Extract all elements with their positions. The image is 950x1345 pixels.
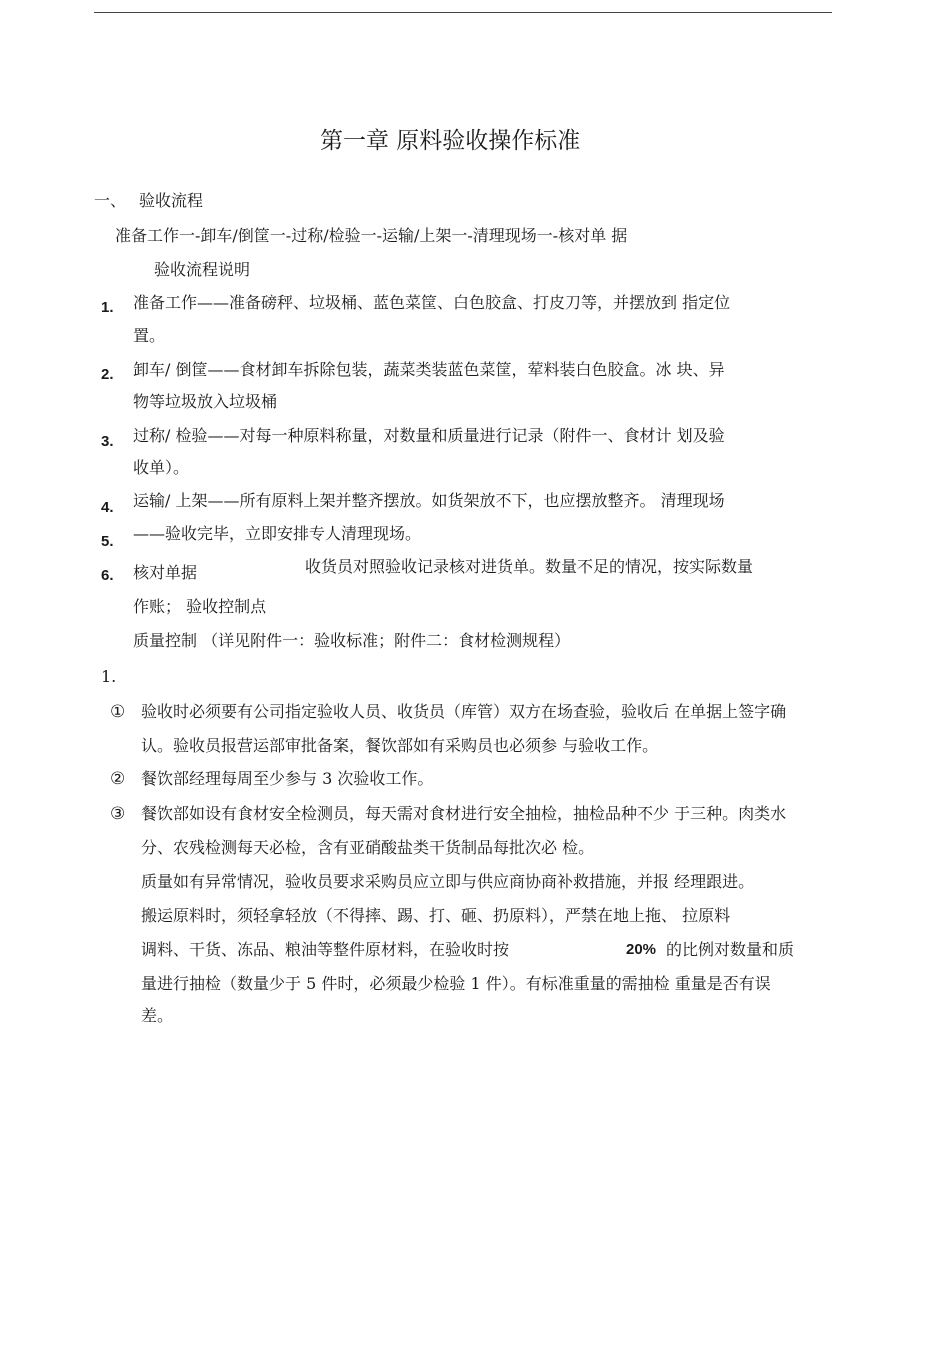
step6-continuation: 作账； 验收控制点 <box>133 597 267 616</box>
flow-line: 准备工作一-卸车/倒筐一-过称/检验一-运输/上架一-清理现场一-核对单 据 <box>115 226 628 245</box>
circled-text: 餐饮部如设有食材安全检测员，每天需对食材进行安全抽检，抽检品种不少 于三种。肉类水 <box>141 804 787 823</box>
step-text: 物等垃圾放入垃圾桶 <box>133 392 278 411</box>
step-text: 核对单据 <box>133 563 198 582</box>
step-number: 5. <box>101 533 114 550</box>
step-text: 准备工作——准备磅秤、垃圾桶、蓝色菜筐、白色胶盒、打皮刀等，并摆放到 指定位 <box>133 293 731 312</box>
header-rule <box>94 12 832 13</box>
step-text: ——验收完毕，立即安排专人清理现场。 <box>133 524 422 543</box>
step-number: 6. <box>101 567 114 584</box>
sampling-line2: 量进行抽检（数量少于 5 件时，必须最少检验 1 件）。有标准重量的需抽检 重量是否有误 <box>141 974 771 993</box>
circled-text: 验收时必须要有公司指定验收人员、收货员（库管）双方在场查验，验收后 在单据上签字确 <box>141 702 787 721</box>
paragraph-line: 搬运原料时，须轻拿轻放（不得摔、踢、打、砸、扔原料），严禁在地上拖、 拉原料 <box>141 906 731 925</box>
paragraph-line: 质量如有异常情况，验收员要求采购员应立即与供应商协商补救措施，并报 经理跟进。 <box>141 872 755 891</box>
step-text: 置。 <box>133 326 166 345</box>
circled-marker: ③ <box>110 804 126 824</box>
step-number: 4. <box>101 499 114 516</box>
circled-marker: ① <box>110 702 126 722</box>
section-heading: 验收流程 <box>139 191 204 210</box>
sampling-line3: 差。 <box>141 1006 174 1025</box>
circled-text: 分、农残检测每天必检，含有亚硝酸盐类干货制品每批次必 检。 <box>141 838 595 857</box>
sub-number: 1. <box>101 667 117 686</box>
sampling-right: 的比例对数量和质 <box>666 940 795 959</box>
step-number: 3. <box>101 433 114 450</box>
step-text: 卸车/ 倒筐——食材卸车拆除包装，蔬菜类装蓝色菜筐，荤料装白色胶盒。冰 块、异 <box>133 360 725 379</box>
circled-text: 认。验收员报营运部审批备案，餐饮部如有采购员也必须参 与验收工作。 <box>141 736 659 755</box>
quality-control: 质量控制 （详见附件一：验收标准；附件二：食材检测规程） <box>133 631 571 650</box>
sampling-percent: 20% <box>626 941 657 958</box>
step-number: 1. <box>101 299 114 316</box>
step-text: 过称/ 检验——对每一种原料称量，对数量和质量进行记录（附件一、食材计 划及验 <box>133 426 725 445</box>
flow-desc-label: 验收流程说明 <box>154 260 251 279</box>
section-marker: 一、 <box>94 191 127 210</box>
page-title: 第一章 原料验收操作标准 <box>320 128 581 154</box>
step-text-right: 收货员对照验收记录核对进货单。数量不足的情况，按实际数量 <box>305 557 754 576</box>
circled-text: 餐饮部经理每周至少参与 3 次验收工作。 <box>141 769 434 788</box>
circled-marker: ② <box>110 769 126 789</box>
step-text: 运输/ 上架——所有原料上架并整齐摆放。如货架放不下，也应摆放整齐。 清理现场 <box>133 491 725 510</box>
step-text: 收单）。 <box>133 458 190 477</box>
sampling-left: 调料、干货、冻品、粮油等整件原材料，在验收时按 <box>141 940 510 959</box>
step-number: 2. <box>101 366 114 383</box>
